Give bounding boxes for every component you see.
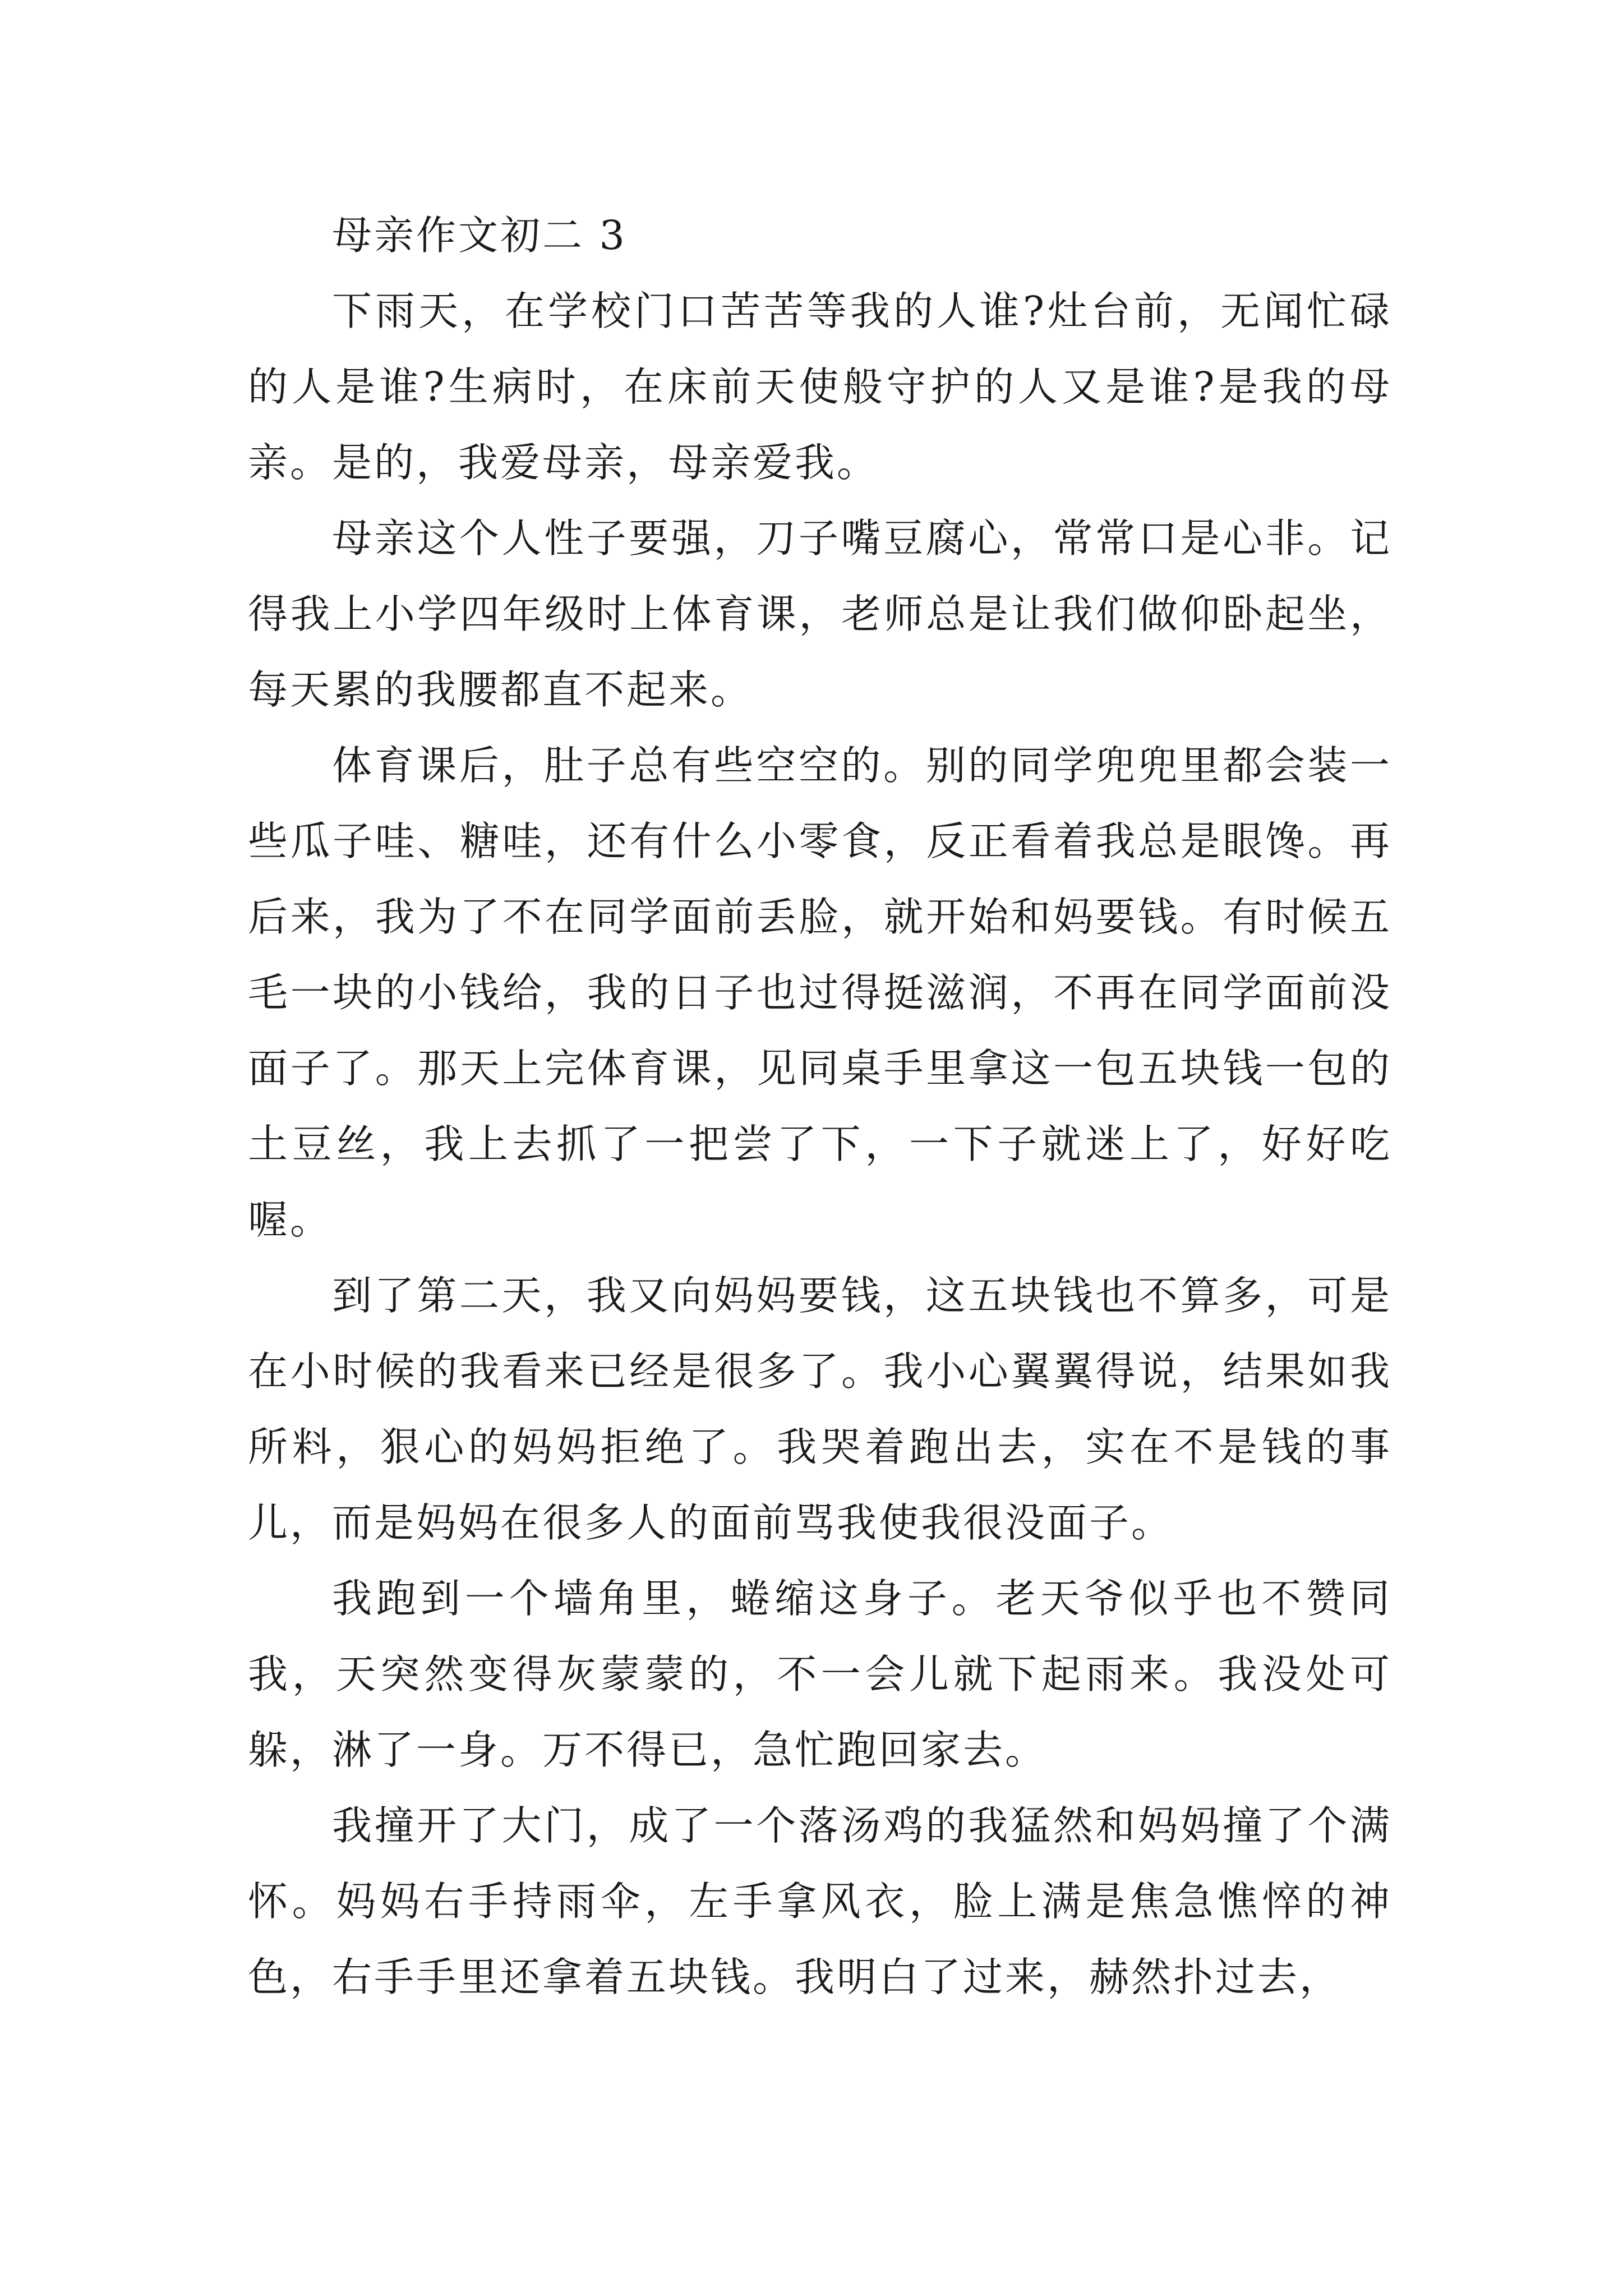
paragraph-6: 我撞开了大门，成了一个落汤鸡的我猛然和妈妈撞了个满怀。妈妈右手持雨伞，左手拿风衣，脸上满是焦急憔悴的神色，右手手里还拿着五块钱。我明白了过来，赫然扑过去，	[248, 1802, 1392, 2000]
paragraph-1: 下雨天，在学校门口苦苦等我的人谁?灶台前，无闻忙碌的人是谁?生病时，在床前天使般守护的人又是谁?是我的母亲。是的，我爱母亲，母亲爱我。	[248, 288, 1392, 486]
document-body	[248, 197, 1392, 2015]
paragraph-5: 我跑到一个墙角里，蜷缩这身子。老天爷似乎也不赞同我，天突然变得灰蒙蒙的，不一会儿就下起雨来。我没处可躲，淋了一身。万不得已，急忙跑回家去。	[248, 1575, 1392, 1773]
paragraph-4: 到了第二天，我又向妈妈要钱，这五块钱也不算多，可是在小时候的我看来已经是很多了。我小心翼翼得说，结果如我所料，狠心的妈妈拒绝了。我哭着跑出去，实在不是钱的事儿，而是妈妈在很多人的面前骂我使我很没面子。	[248, 1272, 1392, 1546]
document-title: 母亲作文初二 3	[332, 212, 627, 259]
paragraph-3: 体育课后，肚子总有些空空的。别的同学兜兜里都会装一些瓜子哇、糖哇，还有什么小零食，反正看着我总是眼馋。再后来，我为了不在同学面前丢脸，就开始和妈要钱。有时候五毛一块的小钱给，我的日子也过得挺滋润，不再在同学面前没面子了。那天上完体育课，见同桌手里拿这一包五块钱一包的土豆丝，我上去抓了一把尝了下，一下子就迷上了，好好吃喔。	[248, 742, 1392, 1243]
paragraph-2: 母亲这个人性子要强，刀子嘴豆腐心，常常口是心非。记得我上小学四年级时上体育课，老师总是让我们做仰卧起坐，每天累的我腰都直不起来。	[248, 515, 1392, 713]
